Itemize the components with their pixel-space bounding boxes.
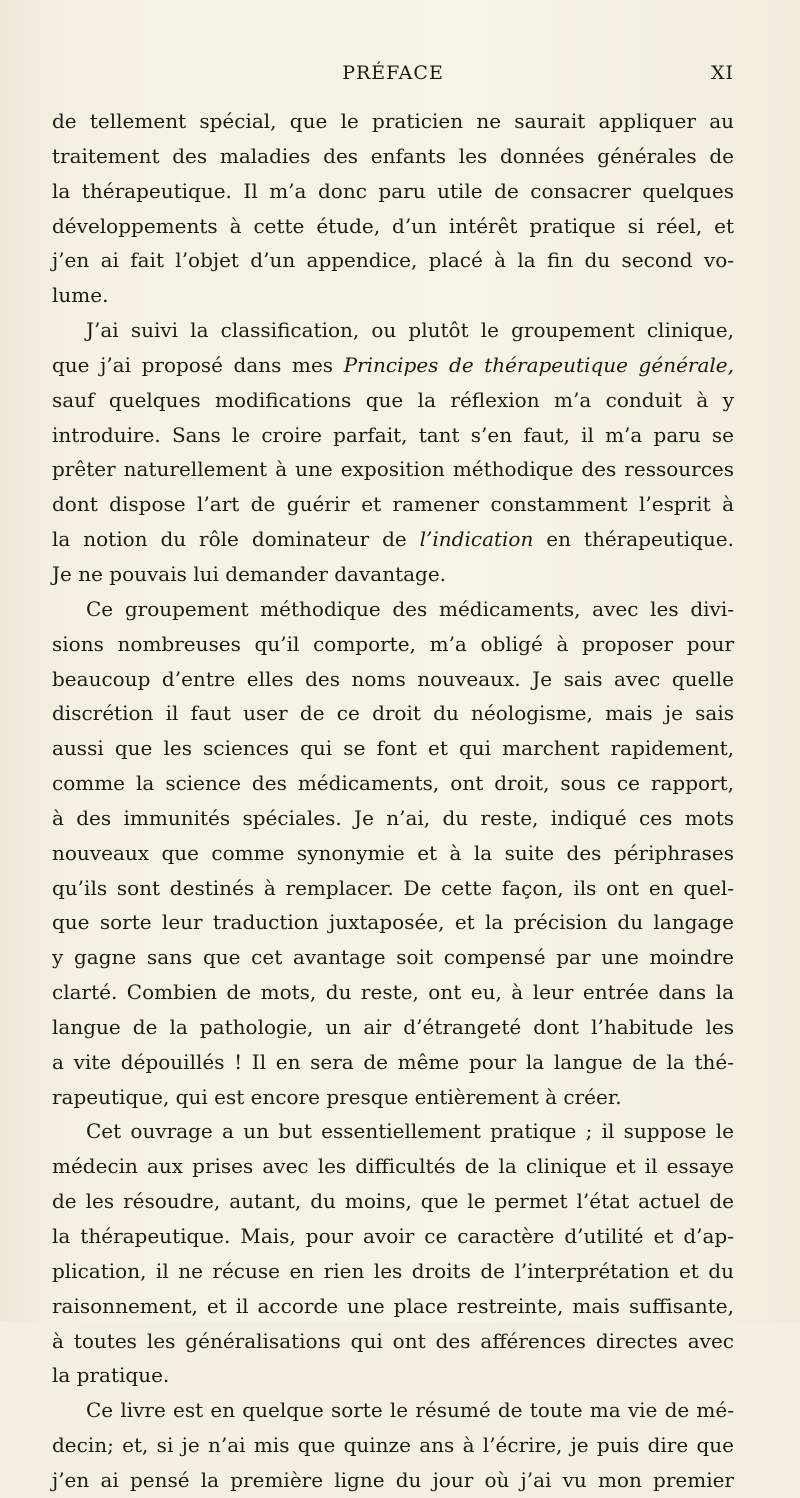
text-line: langue de la pathologie, un air d’étrangeté dont l’habitude les (52, 1014, 734, 1039)
text-line: Ce livre est en quelque sorte le résumé de toute ma vie de mé- (86, 1398, 734, 1423)
text-line: de les résoudre, autant, du moins, que le permet l’état actuel de (52, 1189, 734, 1214)
text-line: lume. (52, 283, 109, 308)
italic-book-title: Principes de thérapeutique générale, (343, 352, 734, 377)
text-line: comme la science des médicaments, ont droit, sous ce rapport, (52, 771, 734, 796)
text-line: Cet ouvrage a un but essentiellement pratique ; il suppose le (86, 1119, 734, 1144)
text-line: dont dispose l’art de guérir et ramener constamment l’esprit à (52, 492, 734, 517)
text-line: discrétion il faut user de ce droit du néologisme, mais je sais (52, 701, 734, 726)
text-line: a vite dépouillés ! Il en sera de même pour la langue de la thé- (52, 1049, 734, 1074)
italic-term: l’indication (419, 527, 534, 552)
text-line: plication, il ne récuse en rien les droits de l’interprétation et du (52, 1258, 734, 1283)
text-line: la thérapeutique. Il m’a donc paru utile de consacrer quelques (52, 178, 734, 203)
text-line: sions nombreuses qu’il comporte, m’a obligé à proposer pour (52, 631, 734, 656)
running-head (52, 62, 734, 90)
text-line: à toutes les généralisations qui ont des afférences directes avec (52, 1328, 734, 1353)
text-line: rapeutique, qui est encore presque entièrement à créer. (52, 1084, 622, 1109)
line-text: que j’ai proposé dans mes (52, 352, 344, 377)
text-line: à des immunités spéciales. Je n’ai, du reste, indiqué ces mots (52, 805, 734, 830)
text-line: qu’ils sont destinés à remplacer. De cette façon, ils ont en quel- (52, 875, 734, 900)
text-line: sauf quelques modifications que la réflexion m’a conduit à y (52, 387, 734, 412)
text-line: la thérapeutique. Mais, pour avoir ce caractère d’utilité et d’ap- (52, 1224, 734, 1248)
text-line: beaucoup d’entre elles des noms nouveaux. Je sais avec quelle (52, 666, 734, 691)
line-text: en thérapeutique. (533, 527, 734, 552)
text-line (52, 348, 734, 383)
text-line: J’ai suivi la classification, ou plutôt le groupement clinique, (86, 318, 734, 343)
line-text: la notion du rôle dominateur de (52, 527, 420, 552)
page-folio: XI (710, 62, 734, 84)
text-line: j’en ai fait l’objet d’un appendice, placé à la fin du second vo- (52, 248, 734, 273)
text-line: clarté. Combien de mots, du reste, ont eu, à leur entrée dans la (52, 980, 734, 1005)
body-text (52, 104, 734, 1498)
text-line: nouveaux que comme synonymie et à la suite des périphrases (52, 840, 734, 865)
text-line: introduire. Sans le croire parfait, tant s’en faut, il m’a paru se (52, 422, 734, 447)
text-line: decin; et, si je n’ai mis que quinze ans à l’écrire, je puis dire que (52, 1433, 734, 1458)
text-line: que sorte leur traduction juxtaposée, et la précision du langage (52, 910, 734, 935)
running-head-title: PRÉFACE (342, 62, 444, 84)
text-line: raisonnement, et il accorde une place restreinte, mais suffisante, (52, 1293, 734, 1318)
text-line: la pratique. (52, 1363, 170, 1388)
text-line: traitement des maladies des enfants les données générales de (52, 143, 734, 168)
text-line (52, 522, 734, 557)
text-line: j’en ai pensé la première ligne du jour où j’ai vu mon premier (52, 1467, 734, 1492)
text-line: Je ne pouvais lui demander davantage. (52, 561, 447, 586)
text-line: de tellement spécial, que le praticien ne saurait appliquer au (52, 109, 734, 133)
text-line: développements à cette étude, d’un intérêt pratique si réel, et (52, 213, 734, 238)
text-line: aussi que les sciences qui se font et qui marchent rapidement, (52, 736, 734, 761)
text-line: prêter naturellement à une exposition méthodique des ressources (52, 457, 734, 482)
text-line: Ce groupement méthodique des médicaments, avec les divi- (86, 596, 734, 621)
text-line: médecin aux prises avec les difficultés de la clinique et il essaye (52, 1154, 734, 1179)
text-line: y gagne sans que cet avantage soit compensé par une moindre (52, 945, 734, 970)
